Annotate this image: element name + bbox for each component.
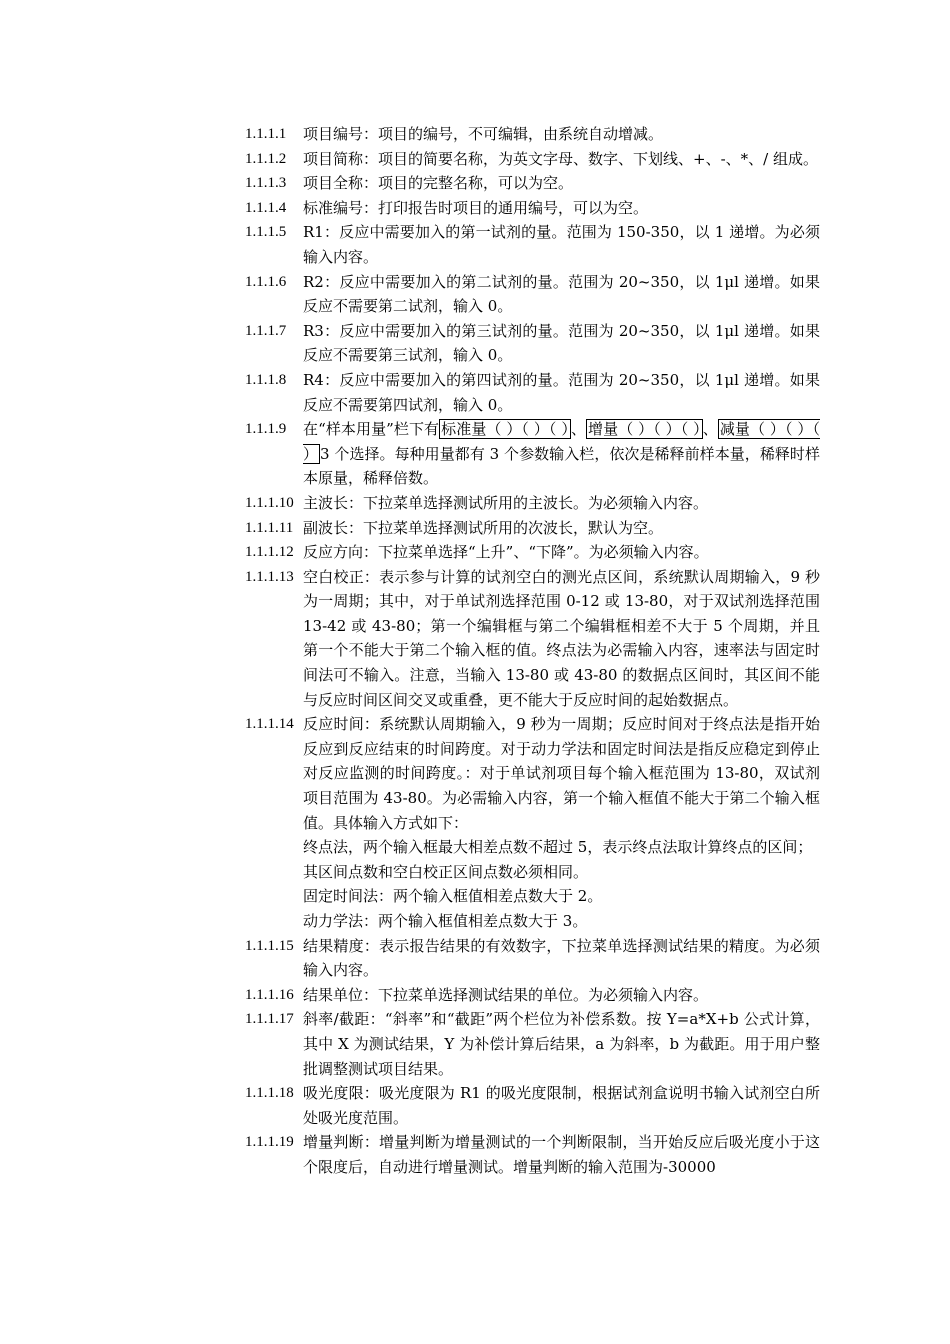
item-text: 吸光度限：吸光度限为 R1 的吸光度限制，根据试剂盒说明书输入试剂空白所处吸光度范围。 xyxy=(303,1084,820,1127)
list-item xyxy=(245,171,820,196)
list-item-reaction-time xyxy=(245,712,820,933)
increased-volume-field: 增量（ ）（ ）（ ） xyxy=(588,420,701,439)
list-item xyxy=(245,983,820,1008)
list-item xyxy=(245,319,820,368)
separator: 、 xyxy=(570,420,587,439)
item-text: 结果单位：下拉菜单选择测试结果的单位。为必须输入内容。 xyxy=(303,985,709,1004)
item-text: 斜率/截距：“斜率”和“截距”两个栏位为补偿系数。按 Y=a*X+b 公式计算，其中 X 为测试结果，Y 为补偿计算后结果，a 为斜率，b 为截距。用于用户整批调整测试项目结果。 xyxy=(303,1010,820,1078)
item-number: 1.1.1.5 xyxy=(245,224,287,241)
item-number: 1.1.1.4 xyxy=(245,199,287,216)
item-text: R3：反应中需要加入的第三试剂的量。范围为 20~350，以 1μl 递增。如果反应不需要第三试剂，输入 0。 xyxy=(303,321,820,365)
kinetic-method-note: 动力学法：两个输入框值相差点数大于 3。 xyxy=(303,912,588,930)
list-item xyxy=(245,565,820,713)
item-text: 反应方向：下拉菜单选择“上升”、“下降”。为必须输入内容。 xyxy=(303,543,709,562)
item-number: 1.1.1.19 xyxy=(245,1134,294,1151)
list-item xyxy=(245,934,820,983)
separator: 、 xyxy=(702,420,718,439)
endpoint-method-note: 终点法，两个输入框最大相差点数不超过 5，表示终点法取计算终点的区间；其区间点数和空白校正区间点数必须相同。 xyxy=(303,838,813,881)
item-number: 1.1.1.15 xyxy=(245,937,294,954)
list-item xyxy=(245,368,820,417)
item-text: 结果精度：表示报告结果的有效数字，下拉菜单选择测试结果的精度。为必须输入内容。 xyxy=(303,936,820,980)
list-item-sample-volume xyxy=(245,417,820,491)
item-number: 1.1.1.6 xyxy=(245,273,287,290)
item-text: 增量判断：增量判断为增量测试的一个判断限制，当开始反应后吸光度小于这个限度后，自动进行增量测试。增量判断的输入范围为-30000 xyxy=(303,1133,820,1176)
item-text: 项目简称：项目的简要名称，为英文字母、数字、下划线、+、-、*、/ 组成。 xyxy=(303,149,818,168)
list-item xyxy=(245,1007,820,1081)
standard-volume-field: 标准量（ ）（ ）（ ） xyxy=(441,420,569,439)
item-number: 1.1.1.9 xyxy=(245,421,287,438)
list-item xyxy=(245,196,820,221)
list-item xyxy=(245,491,820,516)
item-text: 项目编号：项目的编号，不可编辑，由系统自动增减。 xyxy=(303,125,664,143)
item-number: 1.1.1.18 xyxy=(245,1085,294,1102)
item-number: 1.1.1.8 xyxy=(245,371,287,388)
item-number: 1.1.1.7 xyxy=(245,322,287,339)
item-number: 1.1.1.3 xyxy=(245,175,287,192)
decreased-volume-field: 减量（ ）（ ）（ ） xyxy=(303,420,821,463)
list-item xyxy=(245,147,820,172)
item-text xyxy=(303,417,820,491)
item-number: 1.1.1.17 xyxy=(245,1011,294,1028)
item-number: 1.1.1.1 xyxy=(245,126,287,142)
item-text: R2：反应中需要加入的第二试剂的量。范围为 20~350，以 1μl 递增。如果反应不需要第二试剂，输入 0。 xyxy=(303,272,820,316)
item-text: R4：反应中需要加入的第四试剂的量。范围为 20~350，以 1μl 递增。如果反应不需要第四试剂，输入 0。 xyxy=(303,370,820,414)
item-number: 1.1.1.14 xyxy=(245,716,294,733)
item-number: 1.1.1.12 xyxy=(245,544,294,561)
item-text: 项目全称：项目的完整名称，可以为空。 xyxy=(303,174,574,193)
item-text: R1：反应中需要加入的第一试剂的量。范围为 150-350，以 1 递增。为必须输入内容。 xyxy=(303,223,820,266)
list-item xyxy=(245,270,820,319)
list-item xyxy=(245,122,820,147)
item-text: 标准编号：打印报告时项目的通用编号，可以为空。 xyxy=(303,198,649,217)
item-text: 主波长：下拉菜单选择测试所用的主波长。为必须输入内容。 xyxy=(303,493,709,512)
item-number: 1.1.1.13 xyxy=(245,568,294,585)
numbered-list xyxy=(245,122,820,1180)
item-number: 1.1.1.2 xyxy=(245,150,287,167)
list-item xyxy=(245,220,820,269)
list-item xyxy=(245,516,820,541)
item-number: 1.1.1.16 xyxy=(245,986,294,1003)
item-text-post: 3 个选择。每种用量都有 3 个参数输入栏，依次是稀释前样本量，稀释时样本原量，稀释倍数。 xyxy=(303,444,820,488)
item-text: 空白校正：表示参与计算的试剂空白的测光点区间，系统默认周期输入，9 秒为一周期；其中，对于单试剂选择范围 0-12 或 13-80，对于双试剂选择范围 13-42 或 43-80；第一个编辑框与第二个编辑框相差不大于 5 个周期，并且第一个不能大于第二个输入框的值。终点法为必需输入内容，速率法与固定时间法可不输入。注意，当输入 13-80 或 43-80 的数据点区间时，其区间不能与反应时间区间交叉或重叠，更不能大于反应时间的起始数据点。 xyxy=(303,567,820,709)
list-item xyxy=(245,1130,820,1179)
item-text: 副波长：下拉菜单选择测试所用的次波长，默认为空。 xyxy=(303,518,664,537)
list-item xyxy=(245,1081,820,1130)
item-number: 1.1.1.11 xyxy=(245,519,294,536)
list-item xyxy=(245,540,820,565)
item-text: 反应时间：系统默认周期输入，9 秒为一周期；反应时间对于终点法是指开始反应到反应结束的时间跨度。对于动力学法和固定时间法是指反应稳定到停止对反应监测的时间跨度。：对于单试剂项目每个输入框范围为 13-80，双试剂项目范围为 43-80。为必需输入内容，第一个输入框值不能大于第二个输入框值。具体输入方式如下： xyxy=(303,715,820,832)
item-number: 1.1.1.10 xyxy=(245,494,294,511)
item-text-pre: 在“样本用量”栏下有 xyxy=(303,420,440,439)
fixed-time-method-note: 固定时间法：两个输入框值相差点数大于 2。 xyxy=(303,887,603,906)
